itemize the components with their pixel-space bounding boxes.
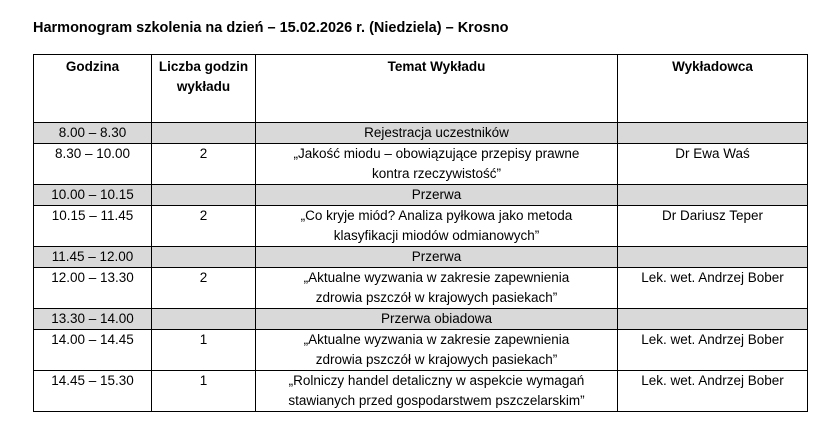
table-row: [34, 185, 808, 206]
lecturer-cell: [618, 123, 808, 144]
time-cell: 12.00 – 13.30: [34, 268, 152, 309]
table-row: [34, 123, 808, 144]
topic-line: „Co kryje miód? Analiza pyłkowa jako metoda: [300, 208, 573, 223]
lecturer-cell: [618, 185, 808, 206]
schedule-table: [33, 54, 808, 412]
topic-cell: [256, 144, 618, 185]
table-row: [34, 268, 808, 309]
time-cell: 8.00 – 8.30: [34, 123, 152, 144]
break-cell: Przerwa obiadowa: [256, 309, 618, 330]
time-cell: 14.00 – 14.45: [34, 330, 152, 371]
table-row: [34, 371, 808, 412]
hours-cell: [152, 123, 256, 144]
break-cell: Przerwa: [256, 247, 618, 268]
break-cell: Rejestracja uczestników: [256, 123, 618, 144]
hours-cell: [152, 185, 256, 206]
hours-cell: 2: [152, 206, 256, 247]
header-time: Godzina: [34, 55, 152, 123]
lecturer-cell: [618, 309, 808, 330]
hours-cell: [152, 247, 256, 268]
header-topic: Temat Wykładu: [256, 55, 618, 123]
topic-line: „Jakość miodu – obowiązujące przepisy prawne: [293, 146, 580, 161]
break-cell: Przerwa: [256, 185, 618, 206]
hours-cell: [152, 309, 256, 330]
lecturer-cell: Lek. wet. Andrzej Bober: [618, 371, 808, 412]
topic-line: „Rolniczy handel detaliczny w aspekcie wymagań: [288, 373, 585, 388]
document-title: Harmonogram szkolenia na dzień – 15.02.2026 r. (Niedziela) – Krosno: [33, 20, 509, 36]
hours-cell: 2: [152, 268, 256, 309]
topic-line: kontra rzeczywistość”: [371, 166, 502, 181]
lecturer-cell: Lek. wet. Andrzej Bober: [618, 268, 808, 309]
topic-line: „Aktualne wyzwania w zakresie zapewnienia: [303, 332, 570, 347]
header-hours: Liczba godzin wykładu: [152, 55, 256, 123]
time-cell: 11.45 – 12.00: [34, 247, 152, 268]
topic-line: „Aktualne wyzwania w zakresie zapewnienia: [303, 270, 570, 285]
hours-cell: 1: [152, 330, 256, 371]
table-row: [34, 330, 808, 371]
lecturer-cell: [618, 247, 808, 268]
lecturer-cell: Dr Dariusz Teper: [618, 206, 808, 247]
topic-line: klasyfikacji miodów odmianowych”: [333, 228, 540, 243]
header-lecturer: Wykładowca: [618, 55, 808, 123]
table-row: [34, 247, 808, 268]
table-row: [34, 206, 808, 247]
header-row: [34, 55, 808, 123]
topic-cell: [256, 206, 618, 247]
topic-cell: [256, 268, 618, 309]
table-row: [34, 309, 808, 330]
topic-line: zdrowia pszczół w krajowych pasiekach”: [315, 290, 558, 305]
topic-cell: [256, 371, 618, 412]
hours-cell: 2: [152, 144, 256, 185]
time-cell: 10.00 – 10.15: [34, 185, 152, 206]
time-cell: 14.45 – 15.30: [34, 371, 152, 412]
time-cell: 10.15 – 11.45: [34, 206, 152, 247]
hours-cell: 1: [152, 371, 256, 412]
time-cell: 13.30 – 14.00: [34, 309, 152, 330]
lecturer-cell: Dr Ewa Waś: [618, 144, 808, 185]
time-cell: 8.30 – 10.00: [34, 144, 152, 185]
topic-cell: [256, 330, 618, 371]
topic-line: zdrowia pszczół w krajowych pasiekach”: [315, 352, 558, 367]
table-row: [34, 144, 808, 185]
lecturer-cell: Lek. wet. Andrzej Bober: [618, 330, 808, 371]
topic-line: stawianych przed gospodarstwem pszczelarskim”: [288, 393, 585, 408]
